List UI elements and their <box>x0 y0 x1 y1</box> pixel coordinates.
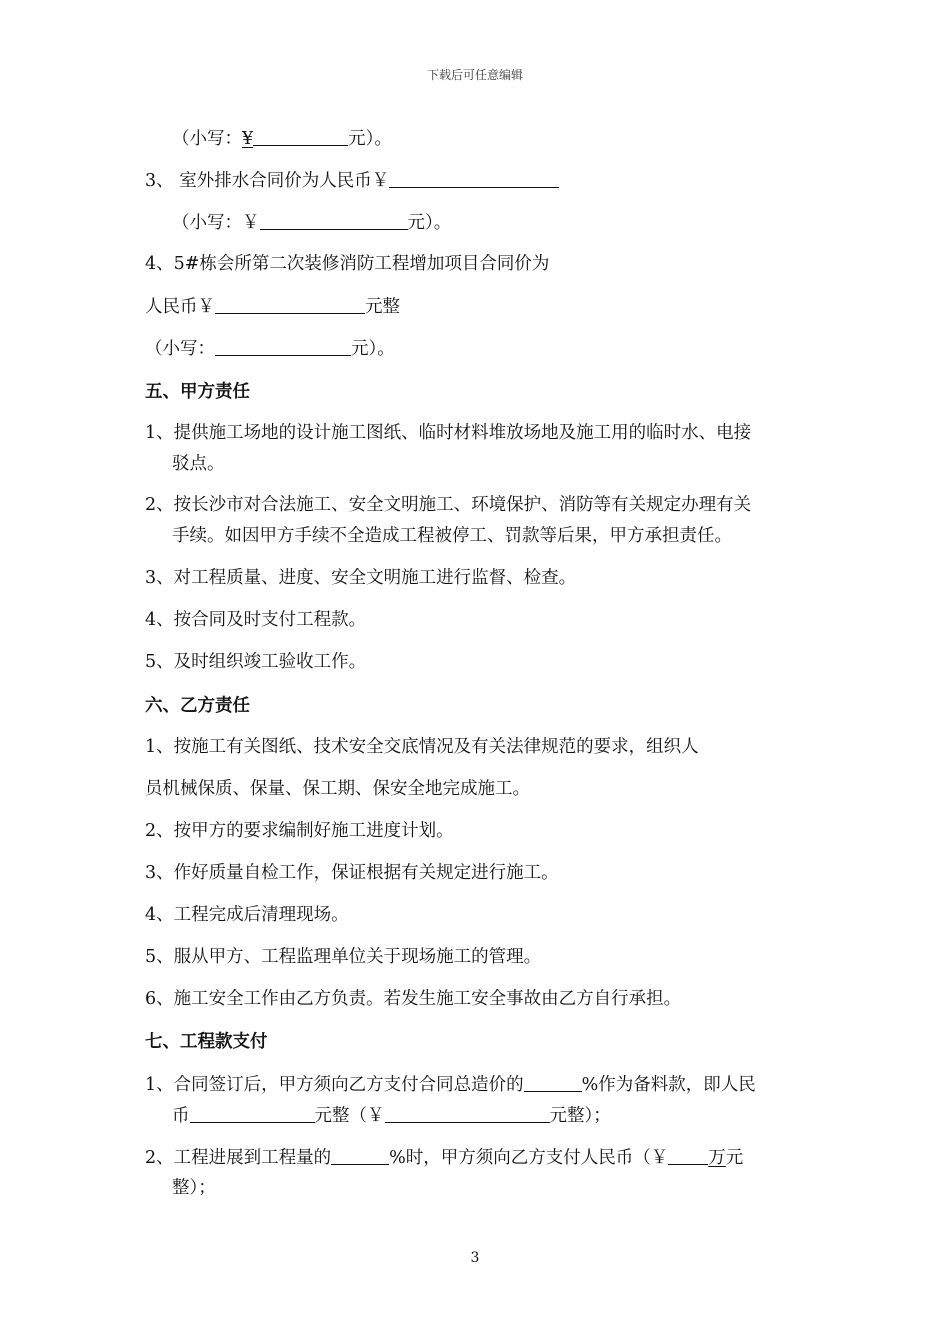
text-segment: （小写： <box>172 129 242 149</box>
text-line <box>145 494 751 516</box>
text-segment: （小写： <box>145 339 215 359</box>
text-line <box>172 525 732 547</box>
blank-underline <box>215 337 351 356</box>
blank-underline <box>385 1104 550 1123</box>
text-segment: 元）。 <box>351 339 395 359</box>
text-segment: 4、工程完成后清理现场。 <box>145 905 349 925</box>
blank-underline <box>524 1073 582 1092</box>
section-heading <box>145 1031 268 1053</box>
blank-underline <box>253 127 348 146</box>
text-segment: %作为备料款，即人民 <box>581 1075 756 1095</box>
text-segment: 元整（￥ <box>314 1106 385 1126</box>
text-line <box>145 778 530 800</box>
text-segment: 元整 <box>365 297 400 317</box>
text-segment: 5、及时组织竣工验收工作。 <box>145 652 367 672</box>
text-line <box>145 904 349 926</box>
text-segment: 七、工程款支付 <box>145 1032 268 1052</box>
text-line <box>145 253 549 275</box>
blank-underline <box>331 1146 389 1165</box>
text-segment: 整）； <box>172 1178 216 1198</box>
blank-underline <box>190 1104 315 1123</box>
text-segment: 4、5#栋会所第二次装修消防工程增加项目合同价为 <box>145 254 550 274</box>
text-segment: 3、作好质量自检工作，保证根据有关规定进行施工。 <box>145 863 559 883</box>
text-line <box>172 211 451 234</box>
text-segment: 元）。 <box>348 129 392 149</box>
text-line <box>145 609 366 631</box>
text-line <box>172 453 225 475</box>
page-header: 下载后可任意编辑 <box>426 68 523 82</box>
text-segment: 1、提供施工场地的设计施工图纸、临时材料堆放场地及施工用的临时水、电接 <box>145 423 752 443</box>
text-line <box>145 567 576 589</box>
text-segment: 币 <box>172 1106 190 1126</box>
text-segment: 员机械保质、保量、保工期、保安全地完成施工。 <box>145 779 530 799</box>
text-line <box>172 127 392 150</box>
text-segment: 元整）； <box>549 1106 611 1126</box>
text-line <box>145 1146 743 1169</box>
text-line <box>145 1073 756 1096</box>
text-line <box>172 1177 216 1199</box>
text-segment: 五、甲方责任 <box>145 382 250 402</box>
text-line <box>145 820 454 842</box>
text-line <box>172 1104 611 1127</box>
underlined-text: 万 <box>708 1148 726 1168</box>
text-segment: 5、服从甲方、工程监理单位关于现场施工的管理。 <box>145 947 542 967</box>
blank-underline <box>668 1146 708 1165</box>
text-segment: （小写：￥ <box>172 213 260 233</box>
text-line <box>145 422 751 444</box>
section-heading <box>145 695 250 717</box>
text-segment: 1、合同签订后，甲方须向乙方支付合同总造价的 <box>145 1075 524 1095</box>
text-segment: 2、按甲方的要求编制好施工进度计划。 <box>145 821 454 841</box>
text-line <box>145 946 541 968</box>
blank-underline <box>389 169 559 188</box>
text-segment: 2、工程进展到工程量的 <box>145 1148 332 1168</box>
text-segment: 4、按合同及时支付工程款。 <box>145 610 367 630</box>
text-segment: 手续。如因甲方手续不全造成工程被停工、罚款等后果，甲方承担责任。 <box>172 526 732 546</box>
text-line <box>145 337 395 360</box>
blank-underline <box>260 211 408 230</box>
text-segment: 1、按施工有关图纸、技术安全交底情况及有关法律规范的要求，组织人 <box>145 737 699 757</box>
text-line <box>145 295 400 318</box>
text-segment: 六、乙方责任 <box>145 696 250 716</box>
text-line <box>145 736 699 758</box>
page-number: 3 <box>470 1250 480 1266</box>
text-line <box>145 862 559 884</box>
text-segment: 驳点。 <box>172 454 225 474</box>
blank-underline <box>215 295 365 314</box>
text-segment: 3、对工程质量、进度、安全文明施工进行监督、检查。 <box>145 568 577 588</box>
underlined-text: ¥ <box>242 129 254 149</box>
text-segment: 元 <box>725 1148 744 1168</box>
text-segment: 2、按长沙市对合法施工、安全文明施工、环境保护、消防等有关规定办理有关 <box>145 495 752 515</box>
section-heading <box>145 381 250 403</box>
text-segment: 3、 室外排水合同价为人民币￥ <box>145 171 390 191</box>
text-line <box>145 651 366 673</box>
text-segment: %时，甲方须向乙方支付人民币（￥ <box>389 1148 669 1168</box>
text-segment: 6、施工安全工作由乙方负责。若发生施工安全事故由乙方自行承担。 <box>145 989 682 1009</box>
text-segment: 人民币￥ <box>145 297 215 317</box>
text-segment: 元）。 <box>407 213 452 233</box>
text-line <box>145 169 559 192</box>
text-line <box>145 988 681 1010</box>
